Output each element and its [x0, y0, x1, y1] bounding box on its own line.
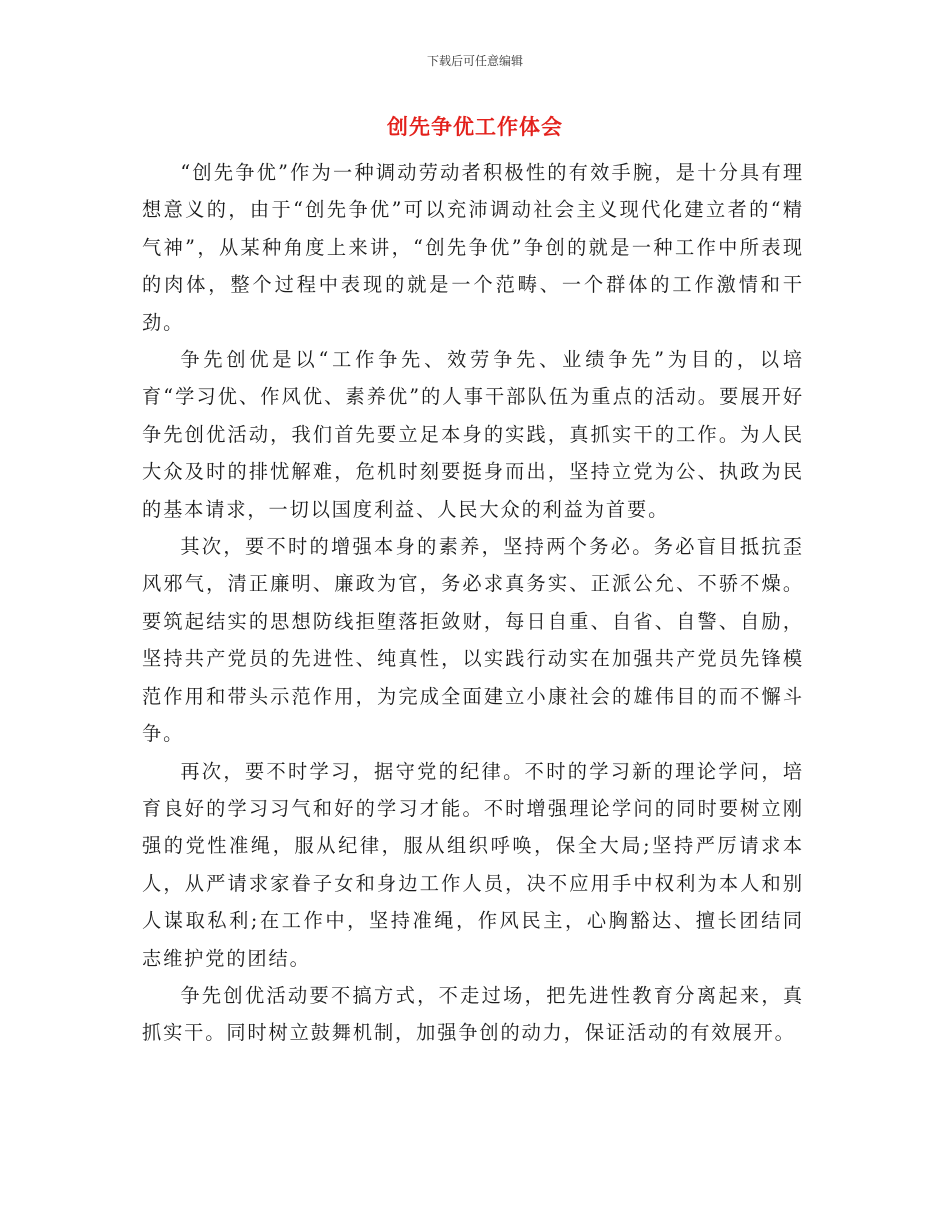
paragraph: 争先创优活动要不搞方式，不走过场，把先进性教育分离起来，真抓实干。同时树立鼓舞机制，加强争创的动力，保证活动的有效展开。	[142, 983, 804, 1045]
page-header: 下载后可任意编辑	[426, 54, 523, 68]
paragraph: 再次，要不时学习，据守党的纪律。不时的学习新的理论学问，培育良好的学习习气和好的学习才能。不时增强理论学问的同时要树立刚强的党性准绳，服从纪律，服从组织呼唤，保全大局;坚持严厉请求本人，从严请求家眷子女和身边工作人员，决不应用手中权利为本人和别人谋取私利;在工作中，坚持准绳，作风民主，心胸豁达、擅长团结同志维护党的团结。	[142, 759, 804, 970]
paragraph: “创先争优”作为一种调动劳动者积极性的有效手腕，是十分具有理想意义的，由于“创先争优”可以充沛调动社会主义现代化建立者的“精气神”，从某种角度上来讲，“创先争优”争创的就是一种工作中所表现的肉体，整个过程中表现的就是一个范畴、一个群体的工作激情和干劲。	[142, 161, 804, 334]
paragraph: 其次，要不时的增强本身的素养，坚持两个务必。务必盲目抵抗歪风邪气，清正廉明、廉政为官，务必求真务实、正派公允、不骄不燥。要筑起结实的思想防线拒堕落拒敛财，每日自重、自省、自警、自励，坚持共产党员的先进性、纯真性，以实践行动实在加强共产党员先锋模范作用和带头示范作用，为完成全面建立小康社会的雄伟目的而不懈斗争。	[142, 535, 804, 746]
paragraph: 争先创优是以“工作争先、效劳争先、业绩争先”为目的，以培育“学习优、作风优、素养优”的人事干部队伍为重点的活动。要展开好争先创优活动，我们首先要立足本身的实践，真抓实干的工作。为人民大众及时的排忧解难，危机时刻要挺身而出，坚持立党为公、执政为民的基本请求，一切以国度利益、人民大众的利益为首要。	[142, 348, 804, 521]
document-title: 创先争优工作体会	[387, 115, 563, 139]
document-body	[142, 154, 804, 1052]
